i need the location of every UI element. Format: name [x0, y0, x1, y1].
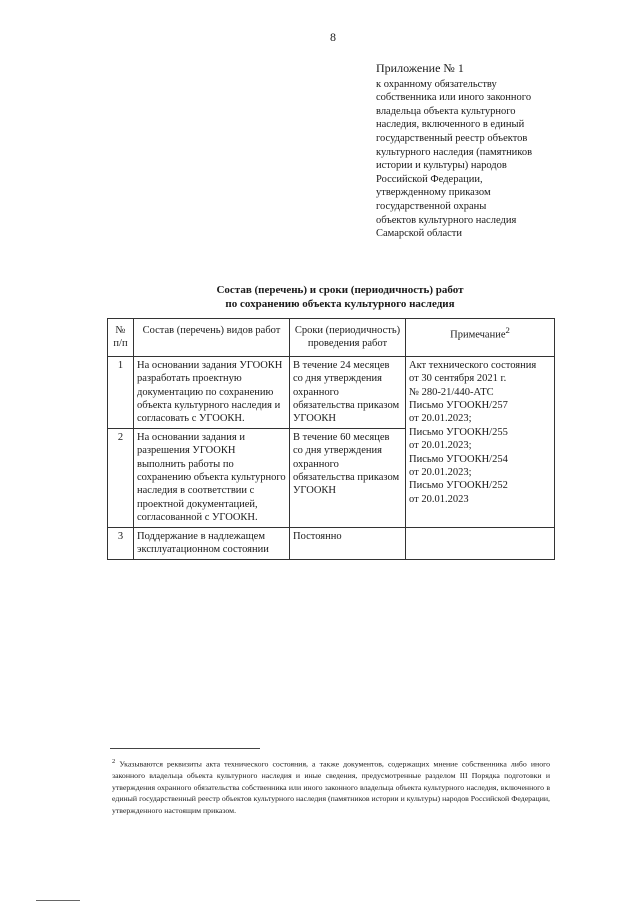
header-note-label: Примечание — [450, 329, 506, 341]
table-row — [108, 527, 555, 559]
annex-block — [376, 62, 586, 241]
note-line: Письмо УГООКН/252 — [409, 480, 508, 492]
row-num: 3 — [108, 527, 134, 559]
annex-line: государственный реестр объектов — [376, 132, 528, 144]
header-term: Сроки (периодичность) проведения работ — [290, 319, 406, 357]
note-line: Письмо УГООКН/255 — [409, 426, 508, 438]
note-line: от 20.01.2023; — [409, 440, 472, 452]
row-work: Поддержание в надлежащем эксплуатационном состоянии — [134, 527, 290, 559]
works-table — [107, 318, 555, 560]
row-work: На основании задания УГООКН разработать проектную документацию по сохранению объекта культурного наследия и согласовать с УГООКН. — [134, 356, 290, 428]
note-line: от 20.01.2023; — [409, 467, 472, 479]
row-note — [406, 356, 555, 527]
row-num: 1 — [108, 356, 134, 428]
annex-line: истории и культуры) народов — [376, 160, 507, 172]
annex-line: к охранному обязательству — [376, 78, 497, 90]
note-line: № 280-21/440-АТС — [409, 386, 494, 398]
annex-line: Российской Федерации, — [376, 173, 483, 185]
section-heading — [130, 283, 550, 311]
footnote-divider — [110, 748, 260, 749]
table-header-row — [108, 319, 555, 357]
annex-line: Самарской области — [376, 228, 462, 240]
page-number: 8 — [330, 30, 336, 44]
note-line: Письмо УГООКН/257 — [409, 400, 508, 412]
row-term: В течение 60 месяцев со дня утверждения охранного обязательства приказом УГООКН — [290, 428, 406, 527]
footnote-marker: 2 — [112, 758, 116, 765]
annex-line: культурного наследия (памятников — [376, 146, 533, 158]
row-term: В течение 24 месяцев со дня утверждения охранного обязательства приказом УГООКН — [290, 356, 406, 428]
row-work: На основании задания и разрешения УГООКН выполнить работы по сохранению объекта культурного наследия в соответствии с проектной документацией, согласованной с УГООКН. — [134, 428, 290, 527]
heading-line: по сохранению объекта культурного наследия — [225, 298, 455, 310]
footnote — [112, 756, 550, 817]
row-note-empty — [406, 527, 555, 559]
annex-line: утвержденному приказом — [376, 187, 491, 199]
header-num: № п/п — [108, 319, 134, 357]
annex-line: владельца объекта культурного — [376, 105, 516, 117]
header-work: Состав (перечень) видов работ — [134, 319, 290, 357]
annex-line: собственника или иного законного — [376, 92, 532, 104]
row-term: Постоянно — [290, 527, 406, 559]
annex-line: объектов культурного наследия — [376, 214, 517, 226]
annex-title: Приложение № 1 — [376, 61, 464, 75]
note-line: Акт технического состояния — [409, 359, 537, 371]
footnote-ref: 2 — [505, 325, 510, 335]
table-row — [108, 356, 555, 428]
note-line: от 20.01.2023 — [409, 493, 469, 505]
scan-edge-mark — [36, 900, 80, 901]
annex-line: государственной охраны — [376, 200, 487, 212]
note-line: Письмо УГООКН/254 — [409, 453, 508, 465]
heading-line: Состав (перечень) и сроки (периодичность) работ — [216, 284, 464, 296]
annex-line: наследия, включенного в единый — [376, 119, 525, 131]
footnote-text: Указываются реквизиты акта технического состояния, а также документов, содержащих мнение собственника либо иного законного владельца объекта культурного наследия и иные сведения, предусмотренные разделом III Порядка подготовки и утверждения охранного обязательства собственника или иного законного владельца объекта культурного наследия, включенного в единый государственный реестр объектов культурного наследия (памятников истории и культуры) народов Российской Федерации, утвержденного настоящим приказом. — [112, 759, 551, 815]
note-line: от 30 сентября 2021 г. — [409, 373, 507, 385]
note-line: от 20.01.2023; — [409, 413, 472, 425]
header-note — [406, 319, 555, 357]
row-num: 2 — [108, 428, 134, 527]
